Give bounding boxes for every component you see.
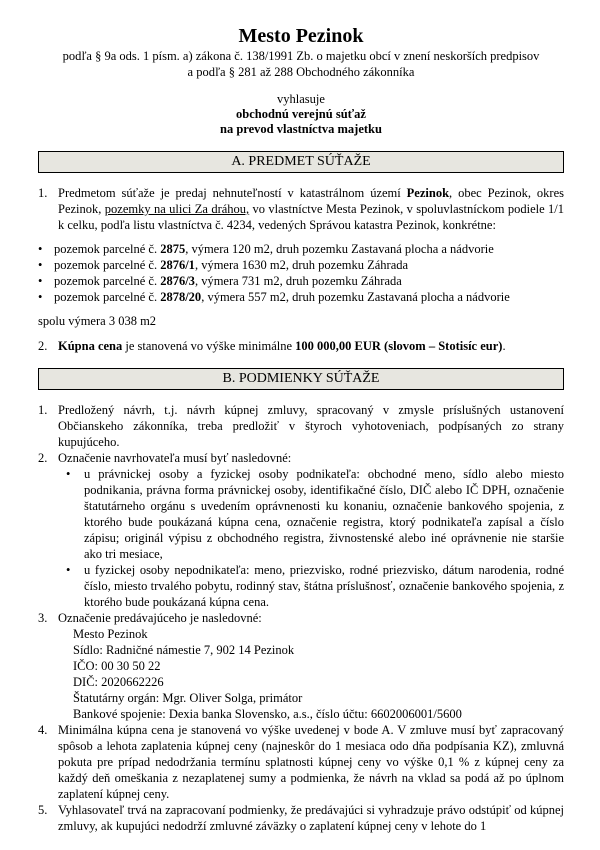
announcement-action: vyhlasuje [277,92,325,106]
text-run: . [502,339,506,353]
parcel-number: 2875 [160,242,186,256]
seller-dic-line: DIČ: 2020662226 [73,675,164,689]
text-run: , obec Pezinok, okres Pezinok, [58,186,564,216]
item-number: 3. [38,611,48,625]
item-lead-text: Označenie predávajúceho je nasledovné: [58,611,262,625]
text-run-underline: pozemky na ulici Za dráhou, [104,202,250,216]
seller-ico-line: IČO: 00 30 50 22 [73,659,161,673]
section-b-item-3 [38,610,564,722]
item-number: 4. [38,723,48,737]
parcel-number: 2878/20 [160,290,202,304]
total-area-line: spolu výmera 3 038 m2 [38,314,157,328]
parcel-text [54,241,564,257]
seller-statutory-line: Štatutárny orgán: Mgr. Oliver Solga, primátor [73,691,303,705]
seller-address-block [73,626,564,722]
item-number: 5. [38,803,48,817]
parcel-list-item [38,289,564,305]
section-b-item-5 [38,802,564,834]
bullet-marker: • [38,242,43,256]
text-run: , výmera 1630 m2, druh pozemku Záhrada [194,258,409,272]
parcel-number: 2876/1 [160,258,195,272]
bullet-text: u právnickej osoby a fyzickej osoby podnikateľa: obchodné meno, sídlo alebo miesto podnikania, právna forma právnickej osoby, identifikačné číslo, DIČ alebo IČ DPH, označenie štatutárneho orgánu s uvedením oprávnenosti ku konaniu, označenie bankového spojenia, z ktorého bude poukázaná kúpna cena, označenie registra, ktorý podnikateľa zapísal a číslo zápisu; originál výpisu z obchodného registra, živnostenské alebo iné oprávnenie nie staršie ako tri mesiace, [84,467,564,561]
bullet-marker: • [38,258,43,272]
announcement-type: obchodnú verejnú súťaž [236,107,366,121]
item-text [58,338,564,354]
item-text [58,610,564,722]
document-title: Mesto Pezinok [238,25,364,47]
text-run: pozemok parcelné č. [54,242,161,256]
text-run-bold: Kúpna cena [58,339,123,353]
purchase-price: 100 000,00 EUR (slovom – Stotisíc eur) [295,339,503,353]
text-run: , výmera 557 m2, druh pozemku Zastavaná plocha a nádvorie [201,290,510,304]
section-b-item-2 [38,450,564,610]
section-b-title: B. PODMIENKY SÚŤAŽE [222,371,380,386]
seller-seat-line: Sídlo: Radničné námestie 7, 902 14 Pezinok [73,643,295,657]
text-run: pozemok parcelné č. [54,274,161,288]
item-number: 2. [38,451,48,465]
parcel-text [54,257,564,273]
parcel-text [54,289,564,305]
section-b-item-4 [38,722,564,802]
section-a-item-1 [38,185,564,233]
item-number: 2. [38,339,48,353]
seller-bank-line: Bankové spojenie: Dexia banka Slovensko, a.s., číslo účtu: 6602006001/5600 [73,707,462,721]
parcel-list [38,241,564,305]
item-lead-text: Označenie navrhovateľa musí byť nasledovné: [58,451,292,465]
announcement-block [38,92,564,137]
bidder-type-bullet-legal-entity [66,466,564,562]
item-text: Predložený návrh, t.j. návrh kúpnej zmluvy, spracovaný v zmysle príslušných ustanovení Občianskeho zákonníka, treba predložiť v štyroch vyhotoveniach, podpísaných zo strany kupujúceho. [58,403,564,449]
seller-name-line: Mesto Pezinok [73,627,148,641]
bullet-marker: • [66,467,71,481]
legal-basis-line-2: a podľa § 281 až 288 Obchodného zákonníka [187,65,415,79]
text-run: pozemok parcelné č. [54,258,161,272]
section-a-item-2 [38,338,564,354]
item-text: Minimálna kúpna cena je stanovená vo výške uvedenej v bode A. V zmluve musí byť zapracovaný spôsob a lehota zaplatenia kúpnej ceny (najneskôr do 1 mesiaca odo dňa podpísania KZ), zmluvná pokuta pre prípad nedodržania termínu splatnosti kúpnej ceny vo výške 0,1 % z kúpnej ceny za každý deň omeškania z nezaplatenej sumy a podmienka, že návrh na vklad sa podá až po úplnom zaplatení kúpnej ceny. [58,723,564,801]
legal-basis-line-1: podľa § 9a ods. 1 písm. a) zákona č. 138/1991 Zb. o majetku obcí v znení neskorších predpisov [62,49,540,63]
text-run: , výmera 731 m2, druh pozemku Záhrada [194,274,402,288]
section-a-title: A. PREDMET SÚŤAŽE [231,154,371,169]
announcement-purpose: na prevod vlastníctva majetku [220,122,382,136]
parcel-list-item [38,241,564,257]
parcel-list-item [38,273,564,289]
text-run: vo vlastníctve Mesta Pezinok, v spoluvlastníckom podiele 1/1 k celku, podľa listu vlastníctva č. 4234, vedených Správou katastra Pezinok, konkrétne: [58,202,564,232]
item-number: 1. [38,403,48,417]
parcel-list-item [38,257,564,273]
parcel-text [54,273,564,289]
text-run: , výmera 120 m2, druh pozemku Zastavaná plocha a nádvorie [185,242,494,256]
bullet-marker: • [38,290,43,304]
parcel-number: 2876/3 [160,274,195,288]
section-b-header [38,368,564,390]
item-text [58,450,564,610]
text-run: je stanovená vo výške minimálne [122,339,296,353]
item-text [58,185,564,233]
bullet-text: u fyzickej osoby nepodnikateľa: meno, priezvisko, rodné priezvisko, dátum narodenia, rodné číslo, miesto trvalého pobytu, rodinný stav, štátna príslušnosť, označenie bankového spojenia, z ktorého bude poukázaná kúpna cena. [84,563,564,609]
text-run-bold: Pezinok [406,186,450,200]
bullet-marker: • [38,274,43,288]
bidder-type-bullet-natural-person [66,562,564,610]
text-run: pozemok parcelné č. [54,290,161,304]
text-run: Predmetom súťaže je predaj nehnuteľností v katastrálnom území [58,186,407,200]
section-b-item-1 [38,402,564,450]
bullet-marker: • [66,563,71,577]
item-text: Vyhlasovateľ trvá na zapracovaní podmienky, že predávajúci si vyhradzuje právo odstúpiť od kúpnej zmluvy, ak kupujúci nedodrží zmluvné záväzky o zaplatení kúpnej ceny v lehote do 1 [58,803,564,833]
section-a-header [38,151,564,173]
item-number: 1. [38,186,48,200]
